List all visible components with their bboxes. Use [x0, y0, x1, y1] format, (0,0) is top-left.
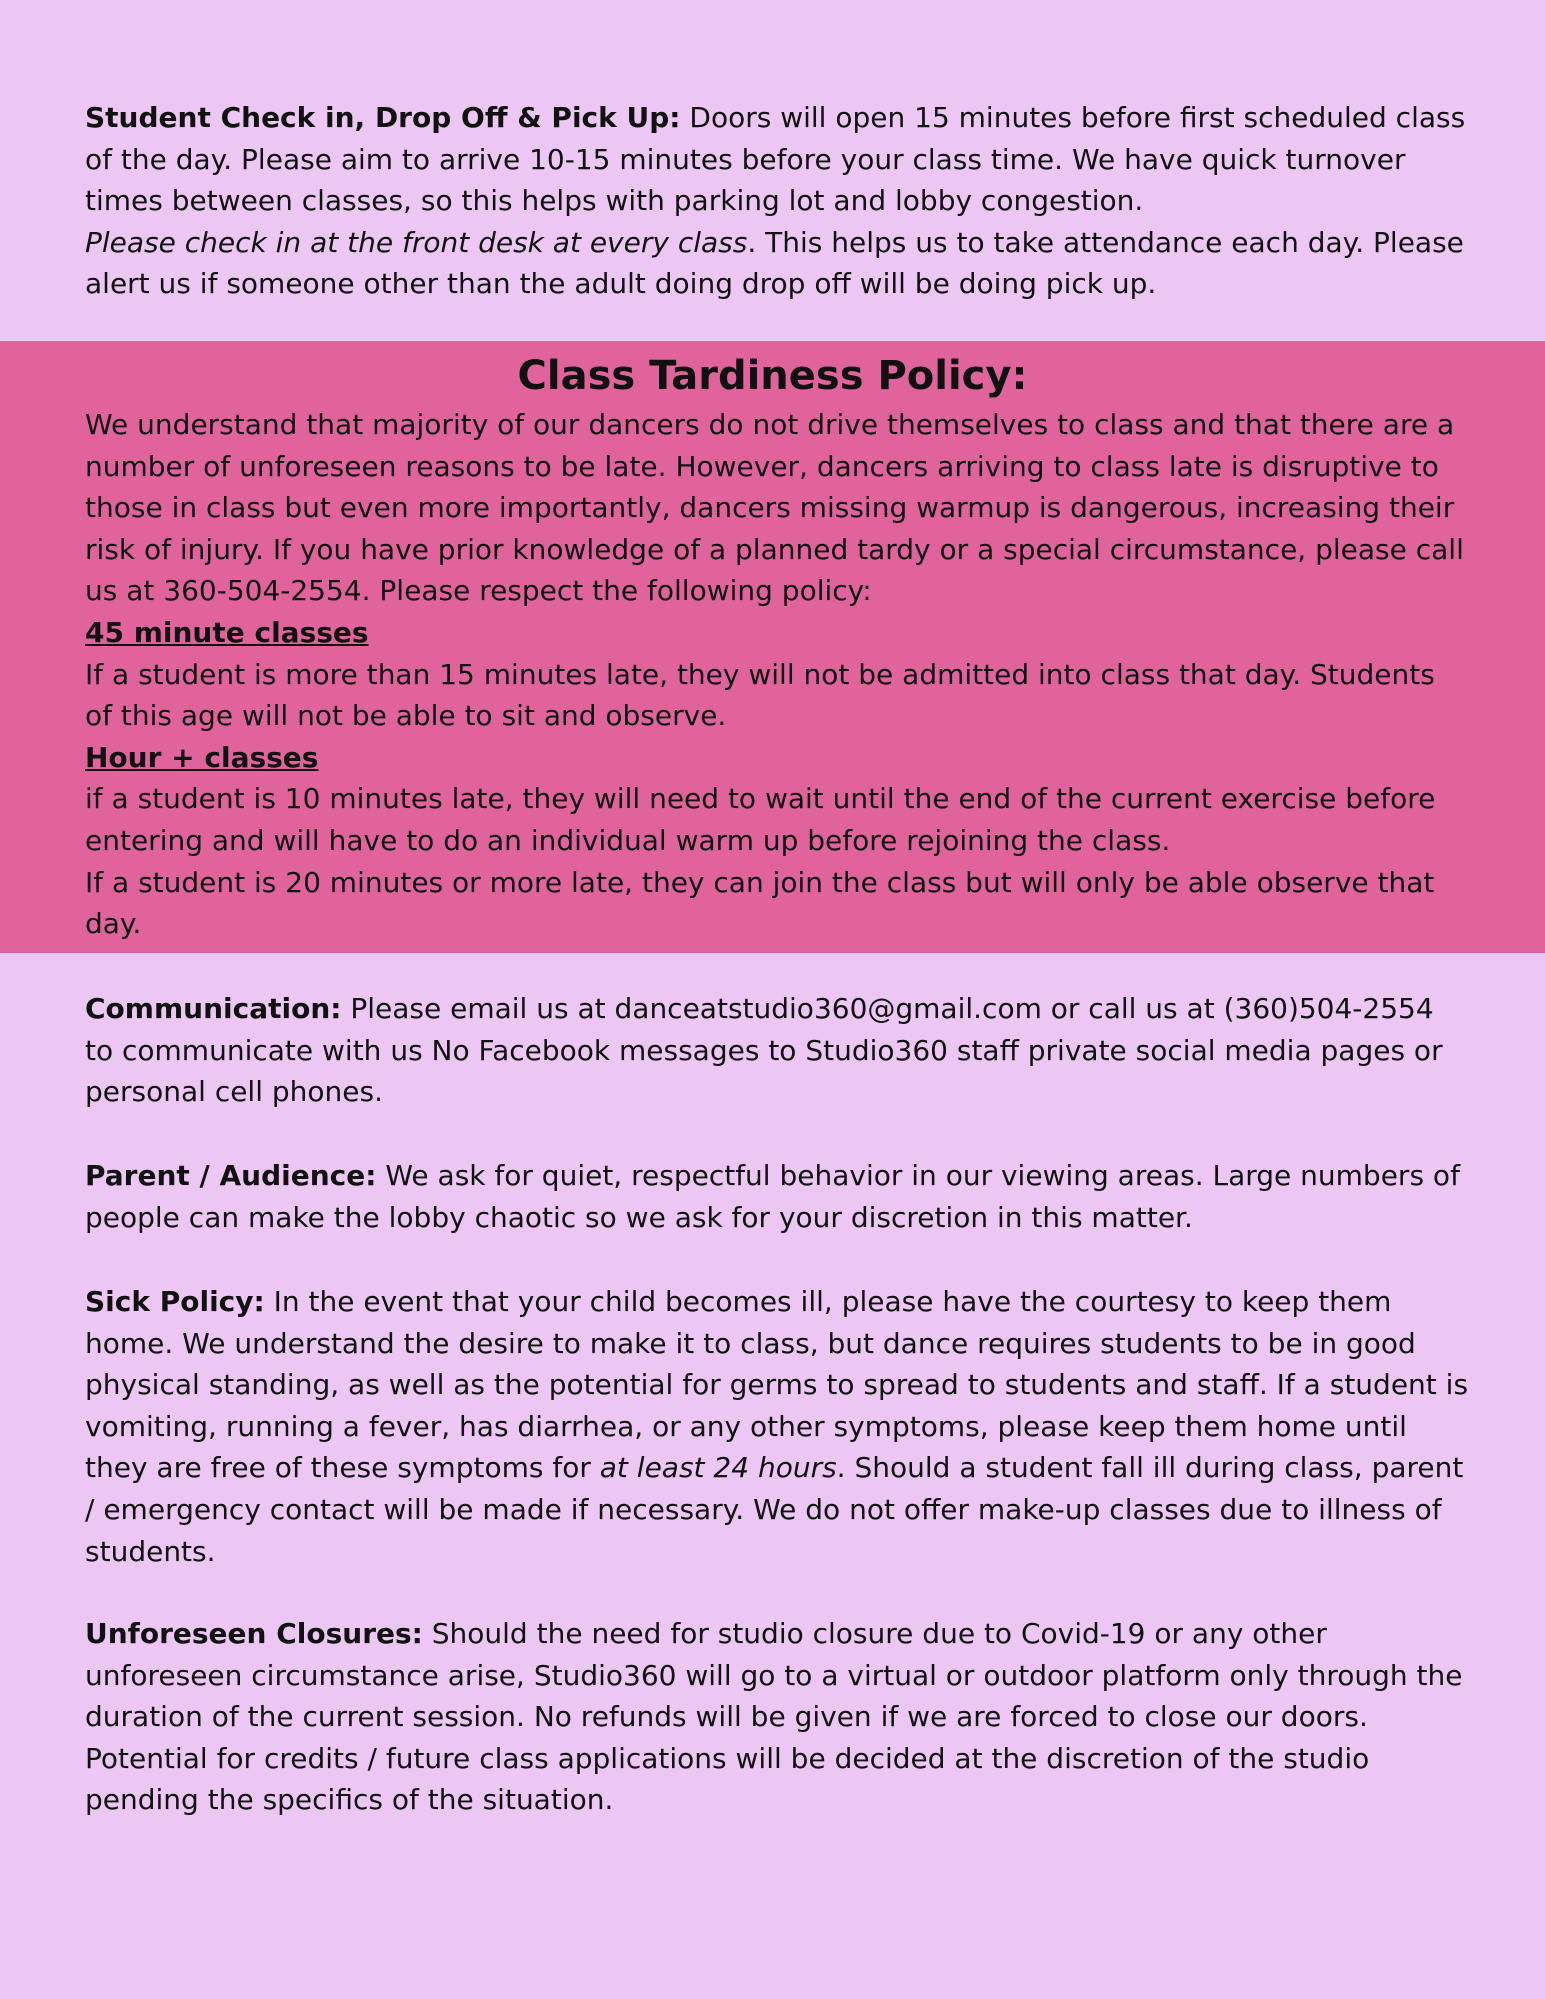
sick-heading: Sick Policy: [85, 1285, 265, 1318]
parent-heading: Parent / Audience: [85, 1159, 377, 1192]
parent-text: We ask for quiet, respectful behavior in our viewing areas. Large numbers of people can make the lobby chaotic so we ask for your discretion in this matter. [85, 1159, 1460, 1234]
tardiness-45min-text: If a student is more than 15 minutes late, they will not be admitted into class that day. Students of this age will not be able to sit and observe. [85, 657, 1435, 733]
sick-section [85, 1281, 1470, 1572]
checkin-text-2: . This helps us to take attendance each day. Please alert us if someone other than the adult doing drop off will be doing pick up. [85, 225, 1464, 301]
tardiness-hour-text-1: if a student is 10 minutes late, they will need to wait until the end of the current exercise before entering and will have to do an individual warm up before rejoining the class. [85, 782, 1436, 857]
parent-section [85, 1155, 1470, 1238]
communication-heading: Communication: [85, 992, 342, 1025]
tardiness-hour-text-2: If a student is 20 minutes or more late, they can join the class but will only be able observe that day. [85, 865, 1435, 941]
communication-section [85, 988, 1470, 1113]
checkin-heading: Student Check in, Drop Off & Pick Up: [85, 101, 681, 134]
checkin-text: Doors will open 15 minutes before first scheduled class of the day. Please aim to arrive 10-15 minutes before your class time. We have quick turnover times between classes, so this helps with parking lot and lobby congestion. [85, 101, 1466, 218]
checkin-italic: Please check in at the front desk at every class [85, 225, 748, 259]
sick-italic: at least 24 hours [599, 1451, 837, 1485]
communication-text: Please email us at danceatstudio360@gmail.com or call us at (360)504-2554 to communicate with us No Facebook messages to Studio360 staff private social media pages or personal cell phones. [85, 992, 1443, 1109]
closures-text: Should the need for studio closure due to Covid-19 or any other unforeseen circumstance arise, Studio360 will go to a virtual or outdoor platform only through the duration of the current session. No refunds will be given if we are forced to close our doors. Potential for credits / future class applications will be decided at the discretion of the studio pending the specifics of the situation. [85, 1617, 1463, 1817]
sick-text: In the event that your child becomes ill, please have the courtesy to keep them home. We understand the desire to make it to class, but dance requires students to be in good physical standing, as well as the potential for germs to spread to students and staff. If a student is vomiting, running a fever, has diarrhea, or any other symptoms, please keep them home until they are free of these symptoms for [85, 1285, 1469, 1485]
closures-section [85, 1613, 1470, 1821]
sick-text-2: . Should a student fall ill during class, parent / emergency contact will be made if necessary. We do not offer make-up classes due to illness of students. [85, 1451, 1464, 1568]
closures-heading: Unforeseen Closures: [85, 1617, 423, 1650]
tardiness-subheading-hour: Hour + classes [85, 740, 319, 774]
checkin-section [85, 97, 1470, 305]
tardiness-section [85, 404, 1470, 945]
tardiness-title: Class Tardiness Policy: [517, 353, 1028, 399]
tardiness-subheading-45min: 45 minute classes [85, 615, 369, 649]
tardiness-intro: We understand that majority of our dancers do not drive themselves to class and that there are a number of unforeseen reasons to be late. However, dancers arriving to class late is disruptive to those in class but even more importantly, dancers missing warmup is dangerous, increasing their risk of injury. If you have prior knowledge of a planned tardy or a special circumstance, please call us at 360-504-2554. Please respect the following policy: [85, 408, 1464, 608]
